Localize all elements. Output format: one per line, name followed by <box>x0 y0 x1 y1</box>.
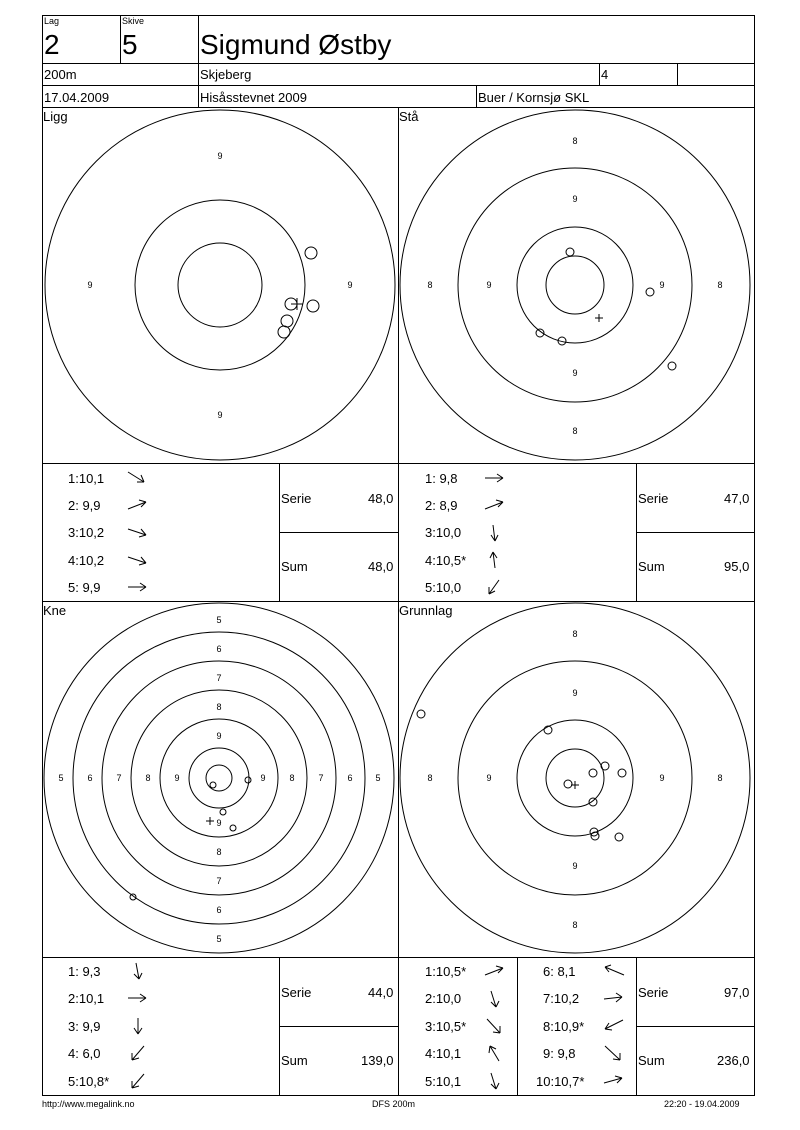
footer-center: DFS 200m <box>372 1099 416 1109</box>
center-mark <box>291 298 303 310</box>
shot-hole <box>618 769 626 777</box>
ring-label: 9 <box>486 280 492 290</box>
shot-hole <box>564 780 572 788</box>
serie-label: Serie <box>281 491 312 506</box>
shooter-name: Sigmund Østby <box>200 29 392 60</box>
panel-label: Stå <box>399 109 419 124</box>
ring-label: 9 <box>217 410 223 420</box>
shot-line: 2:10,0 <box>425 991 462 1006</box>
svg-text:9: 9 <box>572 688 578 698</box>
svg-text:8: 8 <box>216 847 222 857</box>
distance: 200m <box>44 67 77 82</box>
shot-hole <box>589 798 597 806</box>
ring-label: 8 <box>717 280 723 290</box>
svg-text:9: 9 <box>260 773 266 783</box>
serie-value: 97,0 <box>724 985 750 1000</box>
ring-label: 8 <box>572 426 578 436</box>
svg-text:7: 7 <box>318 773 324 783</box>
row2-number: 4 <box>601 67 609 82</box>
ring-label: 9 <box>659 280 665 290</box>
arrow-down-left-icon <box>602 1017 626 1033</box>
svg-text:9: 9 <box>659 773 665 783</box>
serie-label: Serie <box>281 985 312 1000</box>
shot-hole <box>601 762 609 770</box>
shot-line: 2:10,1 <box>68 991 105 1006</box>
svg-text:5: 5 <box>216 615 222 625</box>
svg-text:9: 9 <box>216 818 222 828</box>
shot-line: 1: 9,3 <box>68 964 101 979</box>
ring-label: 9 <box>347 280 353 290</box>
sum-value: 48,0 <box>368 559 394 574</box>
shot-line: 3:10,5* <box>425 1019 467 1034</box>
shot-line: 1:10,5* <box>425 964 467 979</box>
shot-line: 1:10,1 <box>68 471 105 486</box>
arrow-down-right-icon <box>126 524 150 540</box>
ring-label: 8 <box>427 280 433 290</box>
shot-hole <box>307 300 319 312</box>
center-mark <box>595 314 603 322</box>
shot-line: 5: 9,9 <box>68 580 101 595</box>
serie-label: Serie <box>638 985 669 1000</box>
arrow-down-icon <box>483 990 507 1008</box>
shot-line: 8:10,9* <box>543 1019 585 1034</box>
shot-line: 4:10,2 <box>68 553 105 568</box>
serie-value: 47,0 <box>724 491 750 506</box>
arrow-down-icon <box>126 1017 150 1035</box>
target-ligg <box>42 107 398 463</box>
ring-label: 9 <box>87 280 93 290</box>
date: 17.04.2009 <box>44 90 110 105</box>
shot-line: 3:10,2 <box>68 525 105 540</box>
svg-text:8: 8 <box>717 773 723 783</box>
sum-label: Sum <box>638 1053 665 1068</box>
skive-value: 5 <box>122 29 138 60</box>
arrow-up-right-icon <box>126 497 150 513</box>
svg-text:7: 7 <box>216 673 222 683</box>
shot-line: 6: 8,1 <box>543 964 576 979</box>
target-grunnlag <box>398 601 754 957</box>
panel-label: Ligg <box>43 109 68 124</box>
arrow-down-left-icon <box>126 1072 150 1090</box>
shot-hole <box>281 315 293 327</box>
shot-hole <box>245 777 251 783</box>
svg-text:6: 6 <box>347 773 353 783</box>
arrow-down-right-icon <box>483 1017 507 1035</box>
svg-text:6: 6 <box>87 773 93 783</box>
footer-timestamp: 22:20 - 19.04.2009 <box>664 1099 740 1109</box>
shot-line: 2: 8,9 <box>425 498 458 513</box>
serie-value: 48,0 <box>368 491 394 506</box>
svg-text:8: 8 <box>145 773 151 783</box>
svg-text:8: 8 <box>216 702 222 712</box>
shot-hole <box>220 809 226 815</box>
shot-line: 4: 6,0 <box>68 1046 101 1061</box>
shot-hole <box>305 247 317 259</box>
shot-line: 4:10,1 <box>425 1046 462 1061</box>
shot-hole <box>646 288 654 296</box>
shot-hole <box>278 326 290 338</box>
shot-hole <box>417 710 425 718</box>
panel-label: Grunnlag <box>399 603 453 618</box>
ring-label: 9 <box>572 194 578 204</box>
arrow-up-icon <box>483 551 507 569</box>
svg-text:5: 5 <box>216 934 222 944</box>
shot-line: 3:10,0 <box>425 525 462 540</box>
center-mark <box>206 817 214 825</box>
shot-line: 9: 9,8 <box>543 1046 576 1061</box>
svg-text:6: 6 <box>216 644 222 654</box>
skive-label: Skive <box>122 16 145 26</box>
shot-hole <box>668 362 676 370</box>
sum-label: Sum <box>281 1053 308 1068</box>
svg-text:5: 5 <box>58 773 64 783</box>
arrow-down-right-icon <box>126 552 150 568</box>
arrow-right-icon <box>602 990 626 1006</box>
panel-label: Kne <box>43 603 67 618</box>
svg-text:8: 8 <box>572 629 578 639</box>
shot-line: 2: 9,9 <box>68 498 101 513</box>
lag-value: 2 <box>44 29 60 60</box>
arrow-down-right-icon <box>126 470 150 486</box>
arrow-right-icon <box>483 470 507 486</box>
shot-line: 5:10,8* <box>68 1074 110 1089</box>
sum-value: 95,0 <box>724 559 750 574</box>
arrow-right-icon <box>126 579 150 595</box>
shot-hole <box>615 833 623 841</box>
svg-text:8: 8 <box>427 773 433 783</box>
shot-hole <box>230 825 236 831</box>
arrow-up-right-icon <box>483 497 507 513</box>
shot-line: 5:10,0 <box>425 580 462 595</box>
svg-text:9: 9 <box>174 773 180 783</box>
sum-value: 236,0 <box>717 1053 750 1068</box>
shot-line: 10:10,7* <box>536 1074 585 1089</box>
svg-text:7: 7 <box>116 773 122 783</box>
footer-link[interactable]: http://www.megalink.no <box>42 1099 135 1109</box>
arrow-up-left-icon <box>483 1044 507 1062</box>
lag-label: Lag <box>44 16 60 26</box>
shot-line: 1: 9,8 <box>425 471 458 486</box>
center-mark <box>571 781 579 789</box>
arrow-down-right-icon <box>602 1044 626 1062</box>
arrow-down-icon <box>126 962 150 980</box>
sum-label: Sum <box>638 559 665 574</box>
svg-text:5: 5 <box>375 773 381 783</box>
arrow-down-left-icon <box>483 578 507 596</box>
shot-hole <box>566 248 574 256</box>
ring-label: 8 <box>572 136 578 146</box>
svg-text:6: 6 <box>216 905 222 915</box>
club-name: Buer / Kornsjø SKL <box>478 90 590 105</box>
arrow-down-left-icon <box>126 1044 150 1062</box>
shot-line: 5:10,1 <box>425 1074 462 1089</box>
arrow-right-icon <box>602 1072 626 1088</box>
svg-text:8: 8 <box>289 773 295 783</box>
serie-value: 44,0 <box>368 985 394 1000</box>
arrow-down-icon <box>483 1072 507 1090</box>
arrow-up-right-icon <box>483 963 507 979</box>
shot-hole <box>210 782 216 788</box>
target-staa <box>398 107 754 463</box>
ring-label: 9 <box>572 368 578 378</box>
serie-label: Serie <box>638 491 669 506</box>
arrow-right-icon <box>126 990 150 1006</box>
svg-text:7: 7 <box>216 876 222 886</box>
sum-label: Sum <box>281 559 308 574</box>
club-place: Skjeberg <box>200 67 252 82</box>
shot-line: 7:10,2 <box>543 991 580 1006</box>
event-name: Hisåsstevnet 2009 <box>200 90 307 105</box>
shot-line: 4:10,5* <box>425 553 467 568</box>
arrow-down-icon <box>483 524 507 542</box>
shot-line: 3: 9,9 <box>68 1019 101 1034</box>
svg-text:9: 9 <box>572 861 578 871</box>
sum-value: 139,0 <box>361 1053 394 1068</box>
arrow-left-icon <box>602 963 626 979</box>
shot-hole <box>589 769 597 777</box>
svg-text:8: 8 <box>572 920 578 930</box>
target-kne <box>42 601 398 957</box>
ring-label: 9 <box>217 151 223 161</box>
svg-text:9: 9 <box>486 773 492 783</box>
svg-text:9: 9 <box>216 731 222 741</box>
